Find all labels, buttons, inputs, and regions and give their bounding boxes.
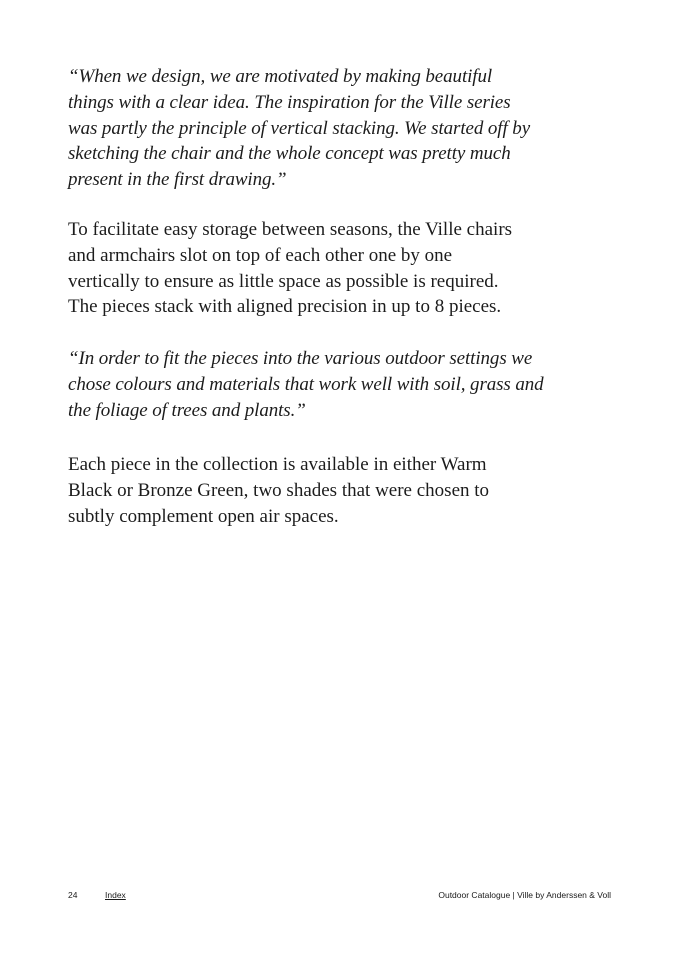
quote-line: “When we design, we are motivated by making beautiful (68, 66, 493, 87)
quote-line: chose colours and materials that work well with soil, grass and (68, 373, 544, 395)
page-footer (68, 890, 611, 906)
paragraph-line: vertically to ensure as little space as possible is required. (68, 270, 499, 292)
paragraph-line: and armchairs slot on top of each other one by one (68, 244, 453, 266)
quote-line: present in the first drawing.” (68, 169, 287, 191)
quote-line: the foliage of trees and plants.” (68, 399, 306, 421)
page-number: 24 (68, 890, 78, 900)
designer-quote-1 (68, 64, 530, 193)
colour-paragraph (68, 452, 489, 529)
paragraph-line: subtly complement open air spaces. (68, 505, 339, 527)
quote-line: “In order to fit the pieces into the various outdoor settings we (68, 348, 533, 369)
catalogue-title: Outdoor Catalogue | Ville by Anderssen & Voll (438, 890, 611, 900)
paragraph-line: Each piece in the collection is available in either Warm (68, 454, 487, 475)
quote-line: things with a clear idea. The inspiration for the Ville series (68, 91, 511, 113)
paragraph-line: Black or Bronze Green, two shades that were chosen to (68, 479, 490, 501)
quote-line: sketching the chair and the whole concept was pretty much (68, 143, 511, 165)
paragraph-line: To facilitate easy storage between seasons, the Ville chairs (68, 219, 513, 240)
quote-line: was partly the principle of vertical stacking. We started off by (68, 117, 531, 139)
paragraph-line: The pieces stack with aligned precision in up to 8 pieces. (68, 296, 502, 318)
designer-quote-2 (68, 346, 544, 423)
index-link[interactable]: Index (105, 890, 126, 900)
storage-paragraph (68, 217, 512, 320)
